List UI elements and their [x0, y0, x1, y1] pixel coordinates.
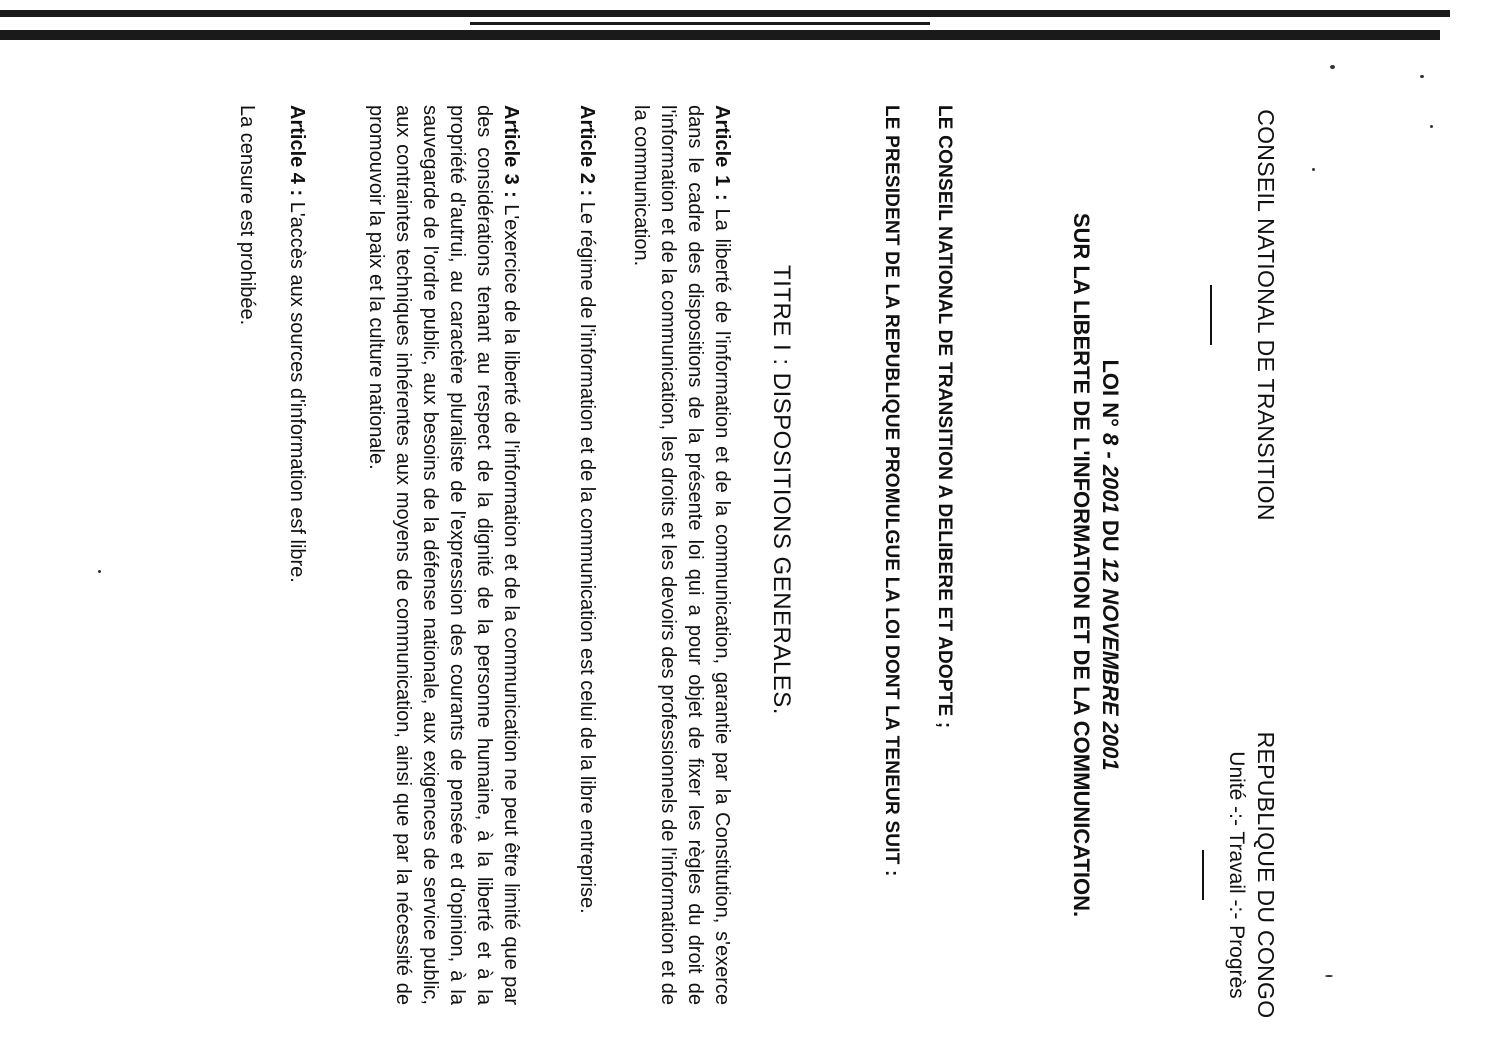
article-text: La liberté de l'information et de la communication, garantie par la Constitution, s'exerce dans le cadre des dispositions de la présente loi qui a pour objet de fixer les règles du droit de l'information et de la communication, les droits et les devoirs des professionnels de l'information et de la communication. — [630, 105, 733, 1005]
document-page — [30, 55, 1470, 1055]
closing-line: La censure est prohibée. — [236, 105, 258, 326]
article-label: Article 2 : — [576, 105, 598, 197]
header-right — [1202, 695, 1280, 1055]
article-label: Article 3 : — [500, 105, 522, 198]
scan-border-bottom — [0, 30, 1440, 40]
article-2 — [573, 105, 600, 1005]
article-4 — [283, 105, 310, 1005]
article-label: Article 4 : — [286, 105, 308, 197]
article-text: L'accès aux sources d'information esf libre. — [286, 196, 308, 583]
law-date: 12 NOVEMBRE 2001 — [1098, 557, 1123, 771]
article-text: Le régime de l'information et de la communication est celui de la libre entreprise. — [576, 196, 598, 914]
scan-border-mid — [470, 22, 930, 25]
section-title: TITRE I : DISPOSITIONS GENERALES. — [768, 265, 795, 715]
law-du: DU — [1098, 519, 1123, 552]
scan-border-top — [0, 10, 1450, 17]
preamble-council: LE CONSEIL NATIONAL DE TRANSITION A DELIBERE ET ADOPTE ; — [934, 105, 955, 729]
article-3 — [362, 105, 524, 1005]
law-prefix: LOI N° — [1098, 359, 1123, 427]
republic-name: REPUBLIQUE DU CONGO — [1253, 731, 1279, 1019]
article-label: Article 1 : — [711, 105, 733, 201]
law-number-line — [1096, 185, 1125, 945]
council-name: CONSEIL NATIONAL DE TRANSITION — [1253, 109, 1279, 521]
national-motto: Unité -:- Travail -:- Progrès — [1225, 751, 1248, 999]
header-left — [1210, 105, 1280, 525]
law-subject: SUR LA LIBERTE DE L'INFORMATION ET DE LA COMMUNICATION. — [1069, 212, 1094, 918]
article-1 — [627, 105, 735, 1005]
law-number: 8 - 2001 — [1098, 433, 1123, 514]
header-right-rule — [1202, 850, 1204, 900]
preamble-president: LE PRESIDENT DE LA REPUBLIQUE PROMULGUE LA LOI DONT LA TENEUR SUIT : — [881, 105, 902, 877]
header-left-rule — [1210, 285, 1212, 345]
law-title — [1067, 185, 1125, 945]
article-text: L'exercice de la liberté de l'information et de la communication ne peut être limité que par des considérations tenant au respect de la dignité de la personne humaine, à la liberté et à la propriété d'autrui, au caractère pluraliste de l'expression des courants de pensée et d'opinion, à la sauvegarde de l'ordre public, aux besoins de la défense nationale, aux exigences de service public, aux contraintes techniques inhérentes aux moyens de communication, ainsi que par la nécessité de promouvoir la paix et la culture nationale. — [365, 105, 522, 1005]
